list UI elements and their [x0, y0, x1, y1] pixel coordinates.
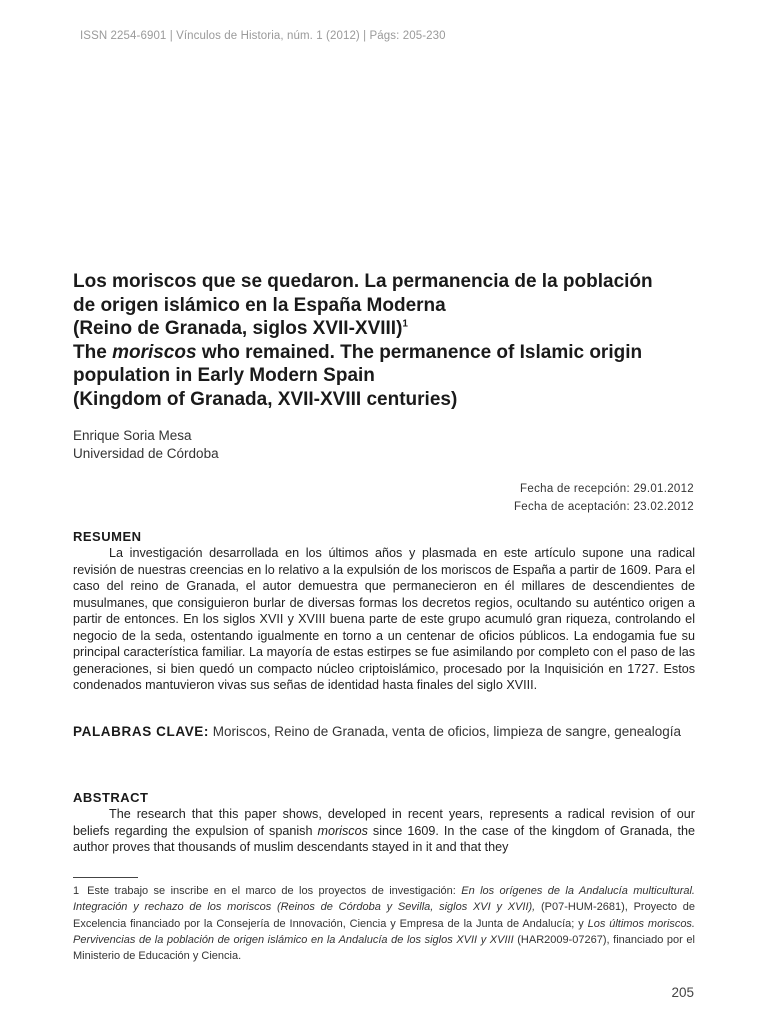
title-en-italic-term: moriscos [112, 341, 197, 363]
article-title [73, 270, 703, 411]
page-number: 205 [671, 985, 694, 1000]
resumen-heading: RESUMEN [73, 529, 142, 544]
footnote-italic-1: En los orígenes de la Andalucía multicultural. Integración y rechazo de los moriscos (Reinos de Córdoba y Sevilla, siglos XVI y XVII), [73, 885, 695, 914]
keywords-text: Moriscos, Reino de Granada, venta de oficios, limpieza de sangre, genealogía [209, 724, 682, 739]
title-es-line-3 [73, 317, 703, 341]
resumen-section [73, 529, 695, 694]
author-name: Enrique Soria Mesa [73, 428, 192, 443]
submission-dates [514, 480, 694, 516]
footnote-italic-2: Los últimos moriscos. Pervivencias de la población de origen islámico en la Andalucía de los siglos XVII y XVIII [73, 917, 695, 946]
title-en-line-1-rest: who remained. The permanence of Islamic origin [196, 341, 643, 363]
keywords-label: PALABRAS CLAVE: [73, 724, 209, 739]
author-affiliation: Universidad de Córdoba [73, 446, 219, 461]
author-block [73, 427, 219, 463]
title-en-line-3: (Kingdom of Granada, XVII-XVIII centuries) [73, 388, 458, 410]
title-en-line-1 [73, 341, 703, 365]
title-en-line-2: population in Early Modern Spain [73, 365, 375, 386]
footnote-divider [73, 877, 138, 878]
abstract-text-part-2: since 1609. In the case of the kingdom of Granada, the author proves that thousands of muslim descendants stayed in it and that they [73, 823, 695, 854]
keywords-section [73, 723, 695, 741]
footnote-number: 1 [73, 885, 80, 897]
footnote-text-part-3: (HAR2009-07267), financiado por el Ministerio de Educación y Ciencia. [73, 933, 695, 963]
footnote-text-part-2: (P07-HUM-2681), Proyecto de Excelencia financiado por la Consejería de Innovación, Ciencia y Empresa de la Junta de Andalucía; y [73, 901, 695, 930]
title-es-line-2: de origen islámico en la España Moderna [73, 294, 446, 316]
title-en-prefix: The [73, 341, 113, 363]
abstract-italic-term: moriscos [317, 823, 368, 838]
title-es-line-3-text: (Reino de Granada, siglos XVII-XVIII) [73, 318, 403, 339]
abstract-text-part-1: The research that this paper shows, developed in recent years, represents a radical revision of our beliefs regarding the expulsion of spanish [73, 807, 695, 838]
abstract-section [73, 790, 695, 856]
abstract-heading: ABSTRACT [73, 790, 149, 805]
footnote [73, 883, 695, 964]
abstract-text [73, 806, 695, 856]
footnote-marker[interactable]: 1 [402, 318, 408, 330]
footnote-text-part-1: Este trabajo se inscribe en el marco de los proyectos de investigación: [87, 885, 462, 897]
resumen-text: La investigación desarrollada en los últimos años y plasmada en este artículo supone una radical revisión de nuestras creencias en lo relativo a la expulsión de los moriscos de España a partir de 1609. Para el caso del reino de Granada, el autor demuestra que permanecieron en él millares de descendientes de musulmanes, que consiguieron burlar de diversas formas los decretos regios, ocultando su auténtico origen a partir de entonces. En los siglos XVII y XVIII buena parte de este grupo acumuló gran riqueza, controlando el negocio de la seda, ostentando igualmente en torno a un centenar de oficios públicos. La endogamia fue su principal característica familiar. La mayoría de estas estirpes se fue asimilando por completo con el paso de las generaciones, si bien quedó un compacto núcleo criptoislámico, procesado por la Inquisición en 1727. Estos condenados mantuvieron vivas sus señas de identidad hasta finales del siglo XVIII. [73, 546, 695, 692]
running-header: ISSN 2254-6901 | Vínculos de Historia, núm. 1 (2012) | Págs: 205-230 [80, 30, 446, 42]
accepted-date: Fecha de aceptación: 23.02.2012 [513, 501, 694, 513]
received-date: Fecha de recepción: 29.01.2012 [520, 483, 694, 495]
title-es-line-1: Los moriscos que se quedaron. La permanencia de la población [73, 271, 653, 292]
